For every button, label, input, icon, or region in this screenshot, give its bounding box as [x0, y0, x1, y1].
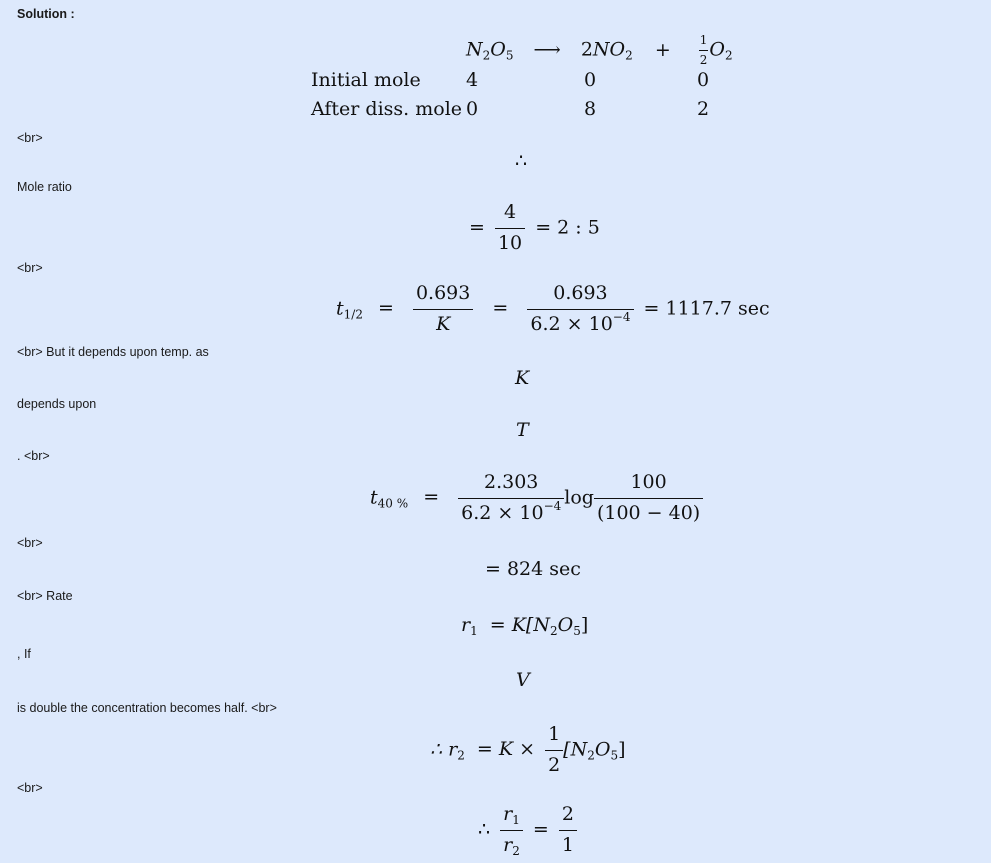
table-cell: 0 [466, 97, 479, 120]
line-break-text: <br> [17, 536, 43, 550]
t40-fraction-2: $\frac{100}{(100 - 40)}$ [594, 471, 703, 526]
log-label: log [564, 486, 594, 509]
t40-fraction-1: $\frac{2.303}{6.2 \times 10^{-4}}$ [458, 471, 564, 526]
depends-upon-text: depends upon [17, 397, 97, 411]
plus-sign: + [654, 38, 671, 61]
final-fraction: $\frac{2}{1}$ [559, 803, 577, 858]
reactant-n: N [466, 38, 483, 61]
r2-equation: ∴ $r_2 = K$ × $\frac{1}{2}$ $[N_2O_5]$ [430, 723, 626, 776]
t40-result: = 824 sec [485, 558, 581, 580]
rate-ratio-equation: ∴ $\frac{r_1}{r_2}$ = $\frac{2}{1}$ [478, 803, 581, 858]
t40-equation: $t_{40 \%}$ = $\frac{2.303}{6.2 \times 10^{-4}}$ log $\frac{100}{(100 - 40)}$ [370, 471, 707, 526]
line-break-text: <br> [17, 781, 43, 795]
half-life-fraction-2: $\frac{0.693}{6.2 \times 10^{-4}}$ [527, 282, 633, 337]
product2-sub: 2 [725, 48, 733, 63]
line-break-text: <br> [17, 131, 43, 145]
therefore-symbol: ∴ [515, 150, 528, 172]
table-cell: 2 [697, 97, 710, 120]
table-row [311, 65, 709, 94]
half-fraction: $\frac{1}{2}$ [699, 33, 708, 68]
reactant-o-sub: 5 [505, 48, 514, 63]
mole-ratio-label: Mole ratio [17, 180, 72, 194]
ratio-fraction: $\frac{4}{10}$ [495, 201, 525, 256]
v-symbol: V [516, 669, 530, 691]
solution-heading: Solution : [17, 7, 75, 21]
rate-equation: $r_1 = K[N_2O_5]$ [461, 614, 589, 638]
concentration-text: is double the concentration becomes half. <br> [17, 701, 277, 715]
table-cell: 0 [584, 68, 597, 91]
rate-ratio-fraction: $\frac{r_1}{r_2}$ [500, 803, 523, 858]
rate-label: <br> Rate [17, 589, 73, 603]
reactant-n-sub: 2 [482, 48, 491, 63]
ratio-equation: = $\frac{4}{10}$ = 2 : 5 [469, 201, 600, 254]
depends-text: <br> But it depends upon temp. as [17, 345, 209, 359]
table-cell: 8 [584, 97, 597, 120]
table-row [311, 94, 709, 123]
dot-break-text: . <br> [17, 449, 50, 463]
row-label: Initial mole [311, 68, 421, 91]
mole-table [311, 65, 709, 123]
reactant-o: O [490, 38, 506, 61]
comma-if-text: , If [17, 647, 31, 661]
product1: NO [592, 38, 626, 61]
reaction-equation [466, 34, 733, 67]
t-symbol: T [516, 419, 529, 441]
table-cell: 0 [697, 68, 710, 91]
half-life-result: = 1117.7 sec [643, 297, 770, 320]
line-break-text: <br> [17, 261, 43, 275]
product1-sub: 2 [625, 48, 633, 63]
row-label: After diss. mole [311, 97, 463, 120]
product1-coefficient: 2 [580, 38, 593, 61]
ratio-result: = 2 : 5 [535, 216, 600, 239]
table-cell: 4 [466, 68, 479, 91]
reaction-arrow: ⟶ [533, 38, 561, 61]
half-life-equation: $t_{1/2}$ = $\frac{0.693}{K}$ = $\frac{0.693}{6.2 \times 10^{-4}}$ = 1117.7 sec [336, 282, 770, 335]
product2: O [709, 38, 725, 61]
r2-fraction: $\frac{1}{2}$ [545, 723, 563, 778]
k-symbol: K [515, 367, 530, 389]
half-life-fraction-1: $\frac{0.693}{K}$ [413, 282, 473, 337]
